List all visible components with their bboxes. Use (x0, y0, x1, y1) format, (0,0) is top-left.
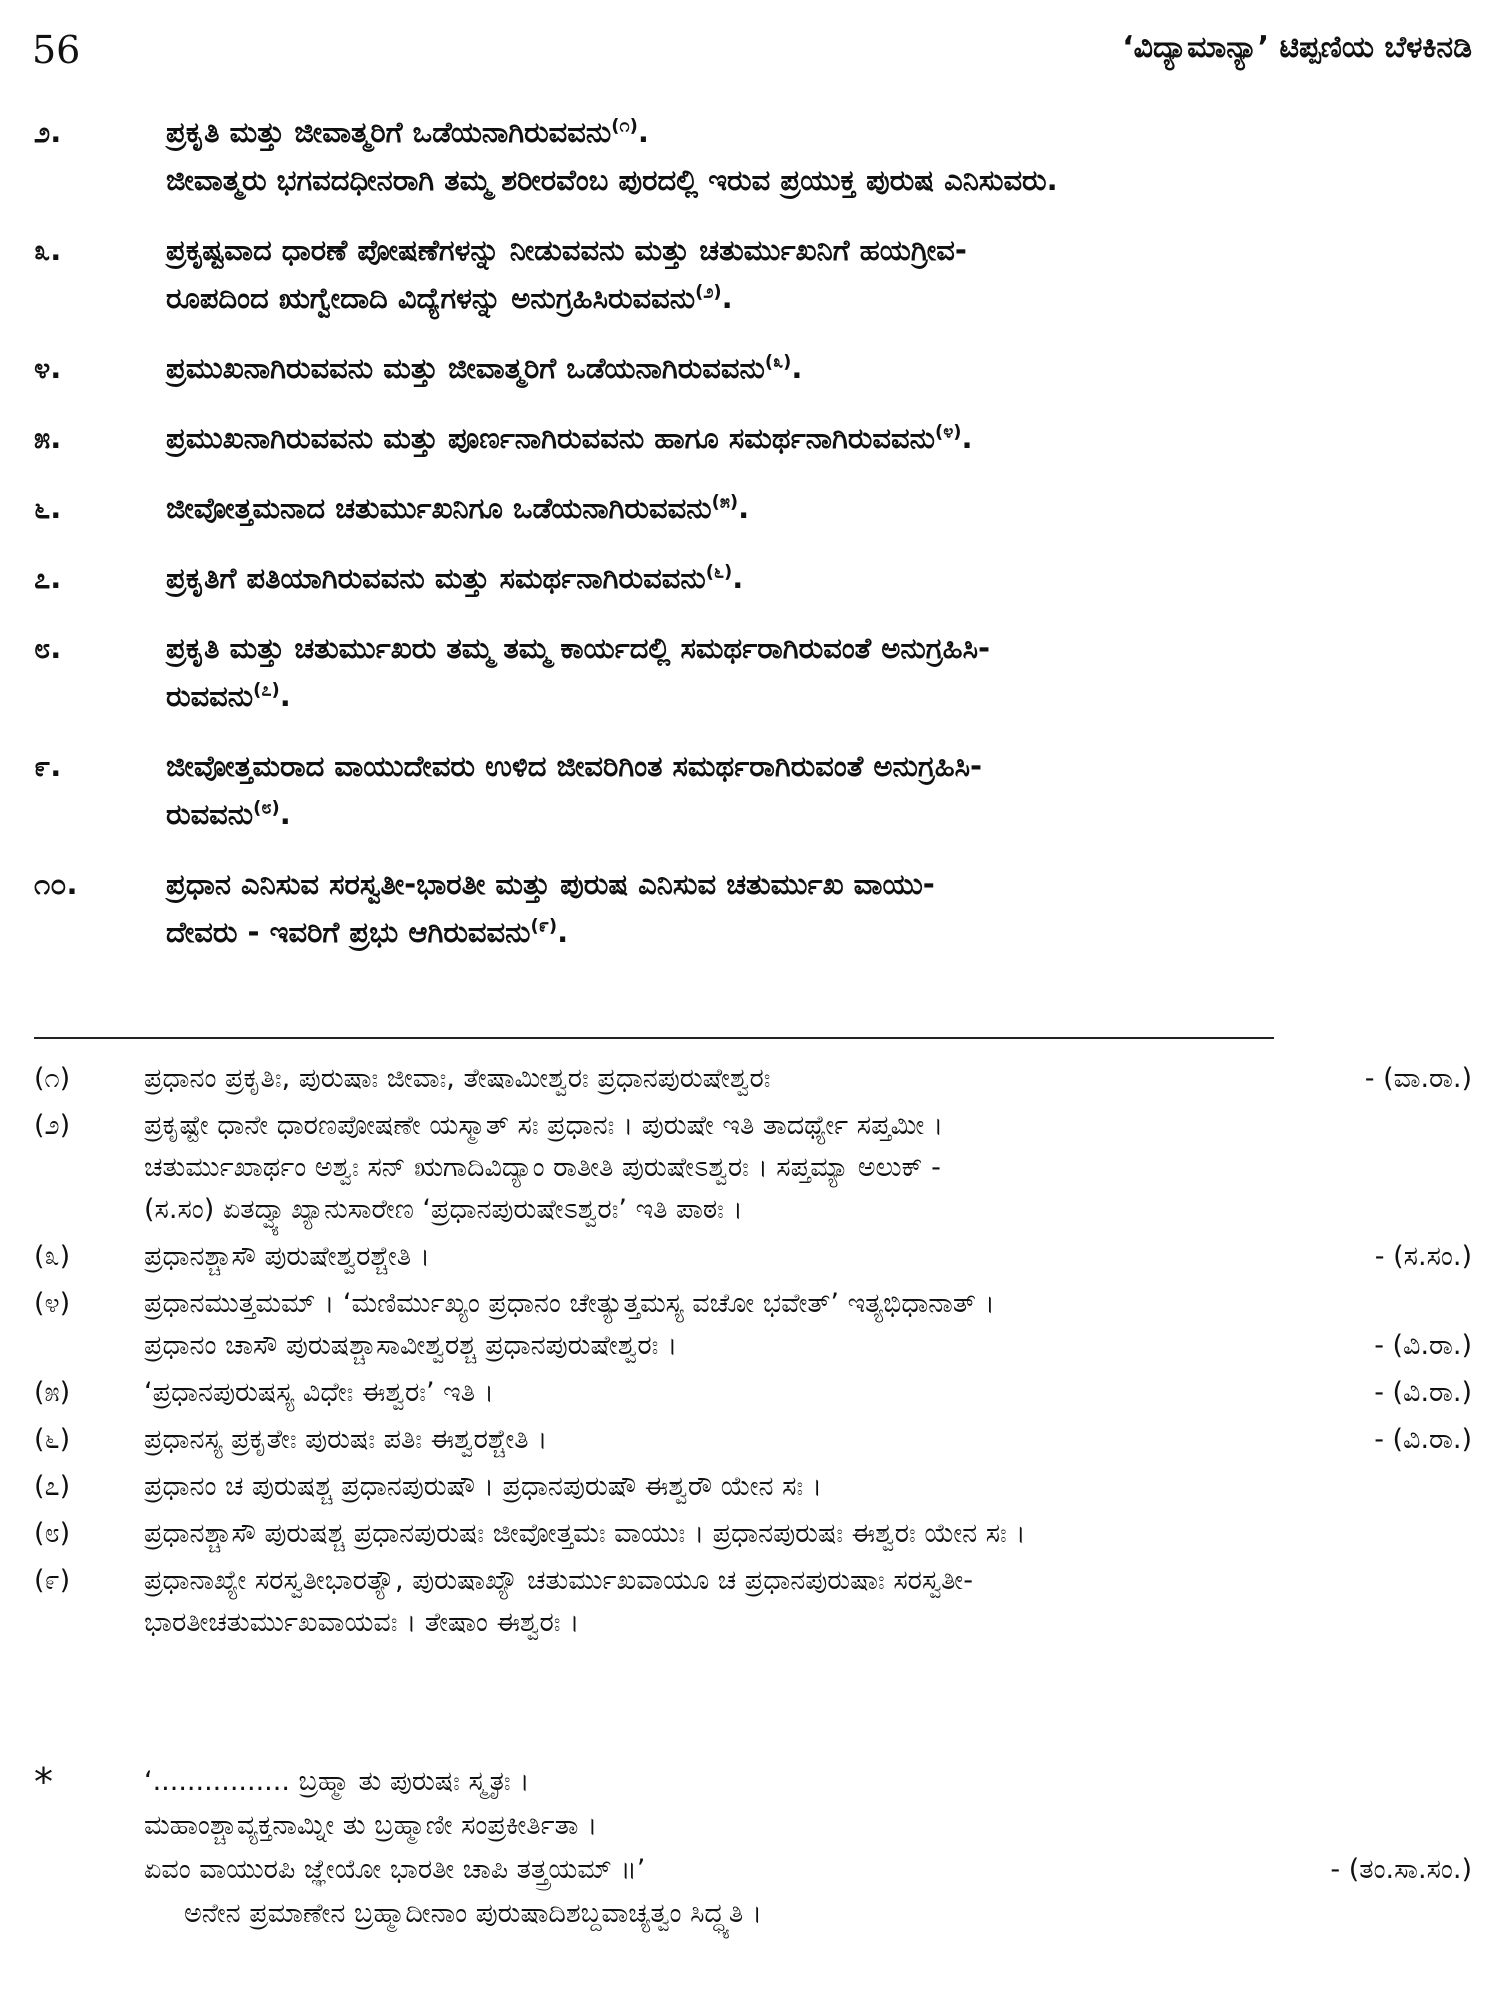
footnote-line (144, 1283, 1472, 1325)
item-number: ೨. (34, 115, 62, 149)
verse-quotation (34, 1760, 1472, 1936)
item-line (166, 790, 1472, 838)
footnote-line (144, 1147, 1472, 1189)
footnote-ref: (೮) (253, 797, 280, 819)
footnote-ref: (೭) (253, 679, 280, 701)
item-line (166, 484, 1472, 532)
footnote-line-text: ಪ್ರಕೃಷ್ಟೇ ಧಾನೇ ಧಾರಣಪೋಷಣೇ ಯಸ್ಮಾತ್ ಸಃ ಪ್ರಧಾನಃ । ಪುರುಷೇ ಇತಿ ತಾದರ್ಥ್ಯೇ ಸಪ್ತಮೀ । (144, 1110, 944, 1141)
list-item (34, 108, 1472, 204)
item-line (166, 414, 1472, 462)
footnote-line (144, 1419, 1472, 1461)
item-text (166, 554, 1472, 602)
footnote-line-text: ಪ್ರಧಾನಸ್ಯ ಪ್ರಕೃತೇಃ ಪುರುಷಃ ಪತಿಃ ಈಶ್ವರಶ್ಚೇತಿ । (144, 1424, 548, 1455)
footnote-text (144, 1105, 1472, 1231)
footnote-text (144, 1372, 1472, 1414)
verse-line (144, 1760, 1472, 1804)
period: . (738, 491, 750, 525)
item-line-text: ಜೀವೋತ್ತಮನಾದ ಚತುರ್ಮುಖನಿಗೂ ಒಡೆಯನಾಗಿರುವವನು (166, 491, 712, 525)
footnote-line (144, 1236, 1472, 1278)
footnote (34, 1513, 1472, 1555)
period: . (732, 561, 744, 595)
item-text (166, 108, 1472, 204)
footnote-ref: (೪) (934, 421, 962, 443)
verse-row (34, 1848, 1472, 1892)
item-line-text: ಪ್ರಕೃಷ್ಟವಾದ ಧಾರಣೆ ಪೋಷಣೆಗಳನ್ನು ನೀಡುವವನು ಮತ್ತು ಚತುರ್ಮುಖನಿಗೆ ಹಯಗ್ರೀವ- (166, 233, 967, 267)
footnote-text (144, 1236, 1472, 1278)
footnote-line (144, 1560, 1472, 1602)
list-item (34, 860, 1472, 956)
footnote-text (144, 1513, 1472, 1555)
footnote-text (144, 1466, 1472, 1508)
numbered-list (34, 108, 1472, 978)
source-citation: - (ವಾ.ರಾ.) (1364, 1063, 1472, 1094)
footnote-line (144, 1058, 1472, 1100)
item-number: ೮. (34, 631, 62, 665)
footnote (34, 1283, 1472, 1367)
source-citation: - (ತಂ.ಸಾ.ಸಂ.) (1330, 1854, 1472, 1885)
verse-line-text: ಮಹಾಂಶ್ಚಾವ್ಯಕ್ತನಾಮ್ನೀ ತು ಬ್ರಹ್ಮಾಣೀ ಸಂಪ್ರಕೀರ್ತಿತಾ । (144, 1810, 598, 1841)
period: . (721, 281, 733, 315)
item-line (166, 226, 1472, 274)
footnote-line-text: ಪ್ರಧಾನಾಖ್ಯೇ ಸರಸ್ವತೀಭಾರತ್ಯೌ, ಪುರುಷಾಖ್ಯೌ ಚತುರ್ಮುಖವಾಯೂ ಚ ಪ್ರಧಾನಪುರುಷಾಃ ಸರಸ್ವತೀ- (144, 1565, 973, 1596)
item-line (166, 344, 1472, 392)
source-citation: - (ವಿ.ರಾ.) (1374, 1377, 1472, 1408)
item-line-text: ಪ್ರಕೃತಿ ಮತ್ತು ಚತುರ್ಮುಖರು ತಮ್ಮ ತಮ್ಮ ಕಾರ್ಯದಲ್ಲಿ ಸಮರ್ಥರಾಗಿರುವಂತೆ ಅನುಗ್ರಹಿಸಿ- (166, 631, 991, 665)
verse-line (144, 1804, 1472, 1848)
source-citation: - (ಸ.ಸಂ.) (1374, 1241, 1472, 1272)
item-text (166, 860, 1472, 956)
footnote-text (144, 1058, 1472, 1100)
footnotes (34, 1058, 1472, 1649)
footnote-ref: (೩) (764, 351, 792, 373)
item-text (166, 414, 1472, 462)
item-text (166, 484, 1472, 532)
footnote-text (144, 1419, 1472, 1461)
footnote-number: (೫) (34, 1377, 71, 1408)
footnote (34, 1105, 1472, 1231)
item-line-text: ಜೀವೋತ್ತಮರಾದ ವಾಯುದೇವರು ಉಳಿದ ಜೀವರಿಗಿಂತ ಸಮರ್ಥರಾಗಿರುವಂತೆ ಅನುಗ್ರಹಿಸಿ- (166, 749, 983, 783)
footnote-ref: (೯) (530, 915, 558, 937)
verse-row (34, 1804, 1472, 1848)
verse-conclusion: ಅನೇನ ಪ್ರಮಾಣೇನ ಬ್ರಹ್ಮಾದೀನಾಂ ಪುರುಷಾದಿಶಬ್ದವಾಚ್ಯತ್ವಂ ಸಿದ್ಧ್ಯತಿ । (184, 1898, 762, 1929)
footnote-divider (34, 1037, 1274, 1039)
item-text (166, 742, 1472, 838)
footnote-ref: (೬) (705, 561, 733, 583)
list-item (34, 484, 1472, 532)
item-line (166, 554, 1472, 602)
period: . (279, 679, 291, 713)
footnote-ref: (೨) (695, 281, 722, 303)
page-header (32, 28, 1472, 88)
list-item (34, 344, 1472, 392)
period: . (961, 421, 973, 455)
footnote-line-text: ಪ್ರಧಾನಂ ಚ ಪುರುಷಶ್ಚ ಪ್ರಧಾನಪುರುಷೌ । ಪ್ರಧಾನಪುರುಷೌ ಈಶ್ವರೌ ಯೇನ ಸಃ । (144, 1471, 823, 1502)
footnote-line-text: ಪ್ರಧಾನಶ್ಚಾಸೌ ಪುರುಷಶ್ಚ ಪ್ರಧಾನಪುರುಷಃ ಜೀವೋತ್ತಮಃ ವಾಯುಃ । ಪ್ರಧಾನಪುರುಷಃ ಈಶ್ವರಃ ಯೇನ ಸಃ । (144, 1518, 1026, 1549)
footnote-number: (೧) (34, 1063, 71, 1094)
verse-row (34, 1760, 1472, 1804)
footnote-number: (೭) (34, 1471, 71, 1502)
item-number: ೪. (34, 351, 62, 385)
page-number: 56 (32, 28, 81, 72)
verse-line-text: ‘................ ಬ್ರಹ್ಮಾ ತು ಪುರುಷಃ ಸ್ಮೃತಃ । (144, 1766, 530, 1797)
item-line (166, 274, 1472, 322)
footnote-ref: (೧) (611, 115, 638, 137)
list-item (34, 624, 1472, 720)
footnote-line (144, 1372, 1472, 1414)
footnote-number: (೨) (34, 1110, 71, 1141)
period: . (557, 915, 569, 949)
item-line (166, 860, 1472, 908)
footnote (34, 1372, 1472, 1414)
asterisk-mark (34, 1848, 144, 1892)
footnote (34, 1058, 1472, 1100)
footnote-number: (೪) (34, 1288, 71, 1319)
item-line (166, 624, 1472, 672)
footnote-line (144, 1466, 1472, 1508)
item-number: ೯. (34, 749, 62, 783)
footnote (34, 1419, 1472, 1461)
item-line-text: ಪ್ರಕೃತಿ ಮತ್ತು ಜೀವಾತ್ಮರಿಗೆ ಒಡೆಯನಾಗಿರುವವನು (166, 115, 612, 149)
footnote (34, 1560, 1472, 1644)
footnote-line (144, 1325, 1472, 1367)
footnote-text (144, 1283, 1472, 1367)
footnote (34, 1236, 1472, 1278)
footnote-line-text: ಚತುರ್ಮುಖಾರ್ಥಂ ಅಶ್ವಃ ಸನ್ ಋಗಾದಿವಿದ್ಯಾಂ ರಾತೀತಿ ಪುರುಷೇಽಶ್ವರಃ । ಸಪ್ತಮ್ಯಾ ಅಲುಕ್ - (144, 1152, 941, 1183)
footnote-line-text: ಪ್ರಧಾನಶ್ಚಾಸೌ ಪುರುಷೇಶ್ವರಶ್ಚೇತಿ । (144, 1241, 430, 1272)
running-head: ‘ವಿದ್ಯಾಮಾನ್ಯಾ’ ಟಿಪ್ಪಣಿಯ ಬೆಳಕಿನಡಿ (1122, 30, 1472, 65)
period: . (637, 115, 649, 149)
item-number: ೫. (34, 421, 62, 455)
footnote (34, 1466, 1472, 1508)
item-line (166, 672, 1472, 720)
item-line-text: ದೇವರು - ಇವರಿಗೆ ಪ್ರಭು ಆಗಿರುವವನು (166, 915, 531, 949)
footnote-line-text: ಪ್ರಧಾನಂ ಪ್ರಕೃತಿಃ, ಪುರುಷಾಃ ಜೀವಾಃ, ತೇಷಾಮೀಶ್ವರಃ ಪ್ರಧಾನಪುರುಷೇಶ್ವರಃ (144, 1063, 771, 1094)
item-line (166, 156, 1472, 204)
source-citation: - (ವಿ.ರಾ.) (1374, 1330, 1472, 1361)
item-line-text: ಪ್ರಮುಖನಾಗಿರುವವನು ಮತ್ತು ಜೀವಾತ್ಮರಿಗೆ ಒಡೆಯನಾಗಿರುವವನು (166, 351, 765, 385)
footnote-line-text: ‘ಪ್ರಧಾನಪುರುಷಸ್ಯ ವಿಧೇಃ ಈಶ್ವರಃ’ ಇತಿ । (144, 1377, 494, 1408)
item-number: ೭. (34, 561, 62, 595)
footnote-number: (೯) (34, 1565, 71, 1596)
footnote-line (144, 1513, 1472, 1555)
verse-line-text: ಏವಂ ವಾಯುರಪಿ ಜ್ಞೇಯೋ ಭಾರತೀ ಚಾಪಿ ತತ್ತ್ರಯಮ್ ॥’ (144, 1854, 646, 1885)
item-line-text: ಪ್ರಮುಖನಾಗಿರುವವನು ಮತ್ತು ಪೂರ್ಣನಾಗಿರುವವನು ಹಾಗೂ ಸಮರ್ಥನಾಗಿರುವವನು (166, 421, 935, 455)
footnote-line (144, 1105, 1472, 1147)
period: . (791, 351, 803, 385)
item-number: ೬. (34, 491, 62, 525)
asterisk-mark: * (34, 1760, 53, 1804)
item-text (166, 226, 1472, 322)
item-line (166, 108, 1472, 156)
footnote-line (144, 1602, 1472, 1644)
footnote-number: (೬) (34, 1424, 71, 1455)
list-item (34, 742, 1472, 838)
footnote-line-text: ಪ್ರಧಾನಮುತ್ತಮಮ್ । ‘ಮಣಿರ್ಮುಖ್ಯಂ ಪ್ರಧಾನಂ ಚೇತ್ಯುತ್ತಮಸ್ಯ ವಚೋ ಭವೇತ್’ ಇತ್ಯಭಿಧಾನಾತ್ । (144, 1288, 995, 1319)
item-text (166, 344, 1472, 392)
footnote-text (144, 1560, 1472, 1644)
footnote-line-text: (ಸ.ಸಂ) ಏತದ್ವ್ಯಾಖ್ಯಾನುಸಾರೇಣ ‘ಪ್ರಧಾನಪುರುಷೇಽಶ್ವರಃ’ ಇತಿ ಪಾಠಃ । (144, 1194, 743, 1225)
item-line-text: ರುವವನು (166, 679, 254, 713)
source-citation: - (ವಿ.ರಾ.) (1374, 1424, 1472, 1455)
list-item (34, 554, 1472, 602)
item-line-text: ರೂಪದಿಂದ ಋಗ್ವೇದಾದಿ ವಿದ್ಯೆಗಳನ್ನು ಅನುಗ್ರಹಿಸಿರುವವನು (166, 281, 696, 315)
item-text (166, 624, 1472, 720)
footnote-line-text: ಪ್ರಧಾನಂ ಚಾಸೌ ಪುರುಷಶ್ಚಾಸಾವೀಶ್ವರಶ್ಚ ಪ್ರಧಾನಪುರುಷೇಶ್ವರಃ । (144, 1330, 678, 1361)
item-line-text: ಜೀವಾತ್ಮರು ಭಗವದಧೀನರಾಗಿ ತಮ್ಮ ಶರೀರವೆಂಬ ಪುರದಲ್ಲಿ ಇರುವ ಪ್ರಯುಕ್ತ ಪುರುಷ ಎನಿಸುವರು. (166, 163, 1058, 197)
item-line-text: ರುವವನು (166, 797, 254, 831)
list-item (34, 226, 1472, 322)
footnote-number: (೩) (34, 1241, 71, 1272)
item-line (166, 742, 1472, 790)
footnote-number: (೮) (34, 1518, 71, 1549)
item-line (166, 908, 1472, 956)
list-item (34, 414, 1472, 462)
verse-line (144, 1848, 1472, 1892)
asterisk-mark (34, 1804, 144, 1848)
period: . (279, 797, 291, 831)
footnote-line-text: ಭಾರತೀಚತುರ್ಮುಖವಾಯವಃ । ತೇಷಾಂ ಈಶ್ವರಃ । (144, 1607, 580, 1638)
item-line-text: ಪ್ರಕೃತಿಗೆ ಪತಿಯಾಗಿರುವವನು ಮತ್ತು ಸಮರ್ಥನಾಗಿರುವವನು (166, 561, 706, 595)
footnote-ref: (೫) (711, 491, 739, 513)
footnote-line (144, 1189, 1472, 1231)
item-line-text: ಪ್ರಧಾನ ಎನಿಸುವ ಸರಸ್ವತೀ-ಭಾರತೀ ಮತ್ತು ಪುರುಷ ಎನಿಸುವ ಚತುರ್ಮುಖ ವಾಯು- (166, 867, 935, 901)
item-number: ೧೦. (34, 867, 78, 901)
item-number: ೩. (34, 233, 62, 267)
